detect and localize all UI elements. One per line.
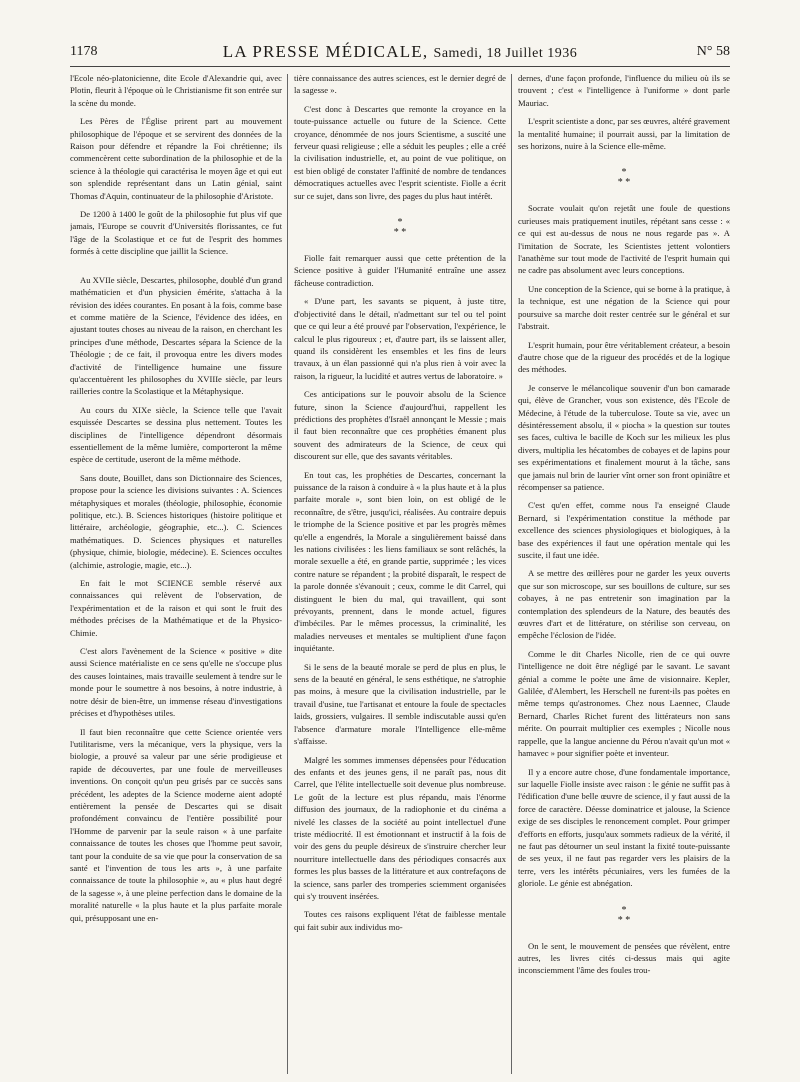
paragraph: Sans doute, Bouillet, dans son Dictionnaire des Sciences, propose pour la science les divisions suivantes : A. Sciences métaphysiques et morales (théologie, philosophie, économie politique, etc.). B. Sciences historiques (histoire politique et littéraire, archéologie, géographie, etc...). C. Sciences mathématiques. D. Sciences physiques et naturelles (physique, chimie, biologie, médecine). E. Sciences occultes (alchimie, astrologie, magie, etc...).	[70, 472, 282, 570]
separator-stars: * *	[393, 227, 407, 239]
separator-stars: * *	[617, 177, 631, 189]
paragraph: l'Ecole néo-platonicienne, dite Ecole d'Alexandrie qui, avec Plotin, fleurit à l'époque où le Christianisme fit son entrée sur la scène du monde.	[70, 73, 282, 108]
journal-title	[70, 42, 730, 62]
column-3	[518, 72, 730, 1076]
column-2	[294, 72, 506, 1076]
paragraph: dernes, d'une façon profonde, l'influence du milieu où ils se trouvent ; c'est « l'intelligence à l'uniforme » dont parle Mauriac.	[518, 73, 730, 108]
journal-name: LA PRESSE MÉDICALE,	[222, 42, 429, 61]
paragraph: Je conserve le mélancolique souvenir d'un bon camarade qui, élève de Grancher, vous son existence, dès l'Ecole de Médecine, à l'étude de la tuberculose. Toute sa vie, avec un désintéressement absolu, il « piocha » la question sur toutes ses faces, cultiva le bacille de Koch sur les milieux les plus divers, multiplia les hécatombes de cobayes et de lapins pour ses expérimentations et finalement mourut à la tâche, sans que jamais nul brin de laurier vînt orner son front opiniâtre et récompenser sa patience.	[518, 382, 730, 492]
paragraph: A se mettre des œillères pour ne garder les yeux ouverts que sur son microscope, sur ses bouillons de culture, sur ses cobayes, à ne pas entretenir son imagination par la contemplation des splendeurs de la Nature, des beautés des œuvres d'art et de littérature, on stérilise son cerveau, on empêche l'éclosion de l'idée.	[518, 568, 730, 641]
paragraph: Une conception de la Science, qui se borne à la pratique, à la technique, est une négation de la Science qui pour poursuive sa marche doit rester centrée sur le général et sur l'abstrait.	[518, 283, 730, 332]
paragraph: En fait le mot SCIENCE semble réservé aux connaissances qui relèvent de l'observation, de l'expérimentation et de la raison et qui sont le fruit des méthodes précises de la Mathématique et de la Physico-Chimie.	[70, 578, 282, 638]
page-number: 1178	[70, 44, 98, 59]
paragraph: Il y a encore autre chose, d'une fondamentale importance, sur laquelle Fiolle insiste avec raison : le génie ne suffit pas à l'édification d'une belle œuvre de science, il y faut aussi de la force de caractère. Déesse dominatrice et jalouse, la Science exige de ses disciples le renoncement complet. Pour grimper d'efforts en efforts, jusqu'aux sommets radieux de la vérité, il ne faut pas détourner un seul instant la fixité toute-puissante de ses yeux, il ne faut pas regarder vers les plaisirs de la terre, vers les intérêts pécuniaires, vers les fumées de la gloriole. Le génie est abnégation.	[518, 766, 730, 889]
section-separator	[294, 218, 506, 238]
paragraph: C'est donc à Descartes que remonte la croyance en la toute-puissance actuelle ou future de la Science. Cette croyance, dénommée de nos jours Scientisme, a suscité une ferveur quasi religieuse ; elle a séduit les peuples ; elle a créé la civilisation industrielle, et, au point de vue politique, on est bien obligé de constater l'affinité de nombre de tendances démocratiques actuelles avec l'esprit scientiste. Fiolle a écrit sur ce sujet, dans son livre, des pages du plus haut intérêt.	[294, 103, 506, 201]
column-divider	[287, 74, 288, 1074]
column-divider	[511, 74, 512, 1074]
paragraph: Comme le dit Charles Nicolle, rien de ce qui ouvre l'intelligence ne doit être négligé par le savant. Le savant génial a comme le poète une âme de visionnaire. Kepler, Galilée, d'Alembert, les Herschell ne furent-ils pas poètes en même temps qu'astronomes. Chez nous Laennec, Claude Bernard, Charles Richet furent des littérateurs non sans mérite. On pourrait multiplier ces exemples ; Nicolle nous rappelle, que la langue ancienne du Pérou n'avait qu'un mot « hamavec » pour signifier poète et inventeur.	[518, 648, 730, 759]
separator-star: *	[621, 167, 627, 179]
section-separator	[518, 906, 730, 926]
paragraph: On le sent, le mouvement de pensées que révèlent, entre autres, les livres cités ci-dessus mais qui agite inconsciemment l'âme des foules trou-	[518, 940, 730, 976]
paragraph: tière connaissance des autres sciences, est le dernier degré de la sagesse ».	[294, 73, 506, 96]
paragraph: Malgré les sommes immenses dépensées pour l'éducation des enfants et des jeunes gens, il ne paraît pas, nous dit Carrel, que l'élite intellectuelle soit devenue plus nombreuse. Le goût de la lecture est plus répandu, mais l'énorme diffusion des journaux, de la radiophonie et du cinéma a nivelé les classes de la société au point intellectuel d'une triste médiocrité. Il est émotionnant et instructif à la fois de voir des gens du peuple désireux de s'instruire chercher leur nourriture intellectuelle dans des périodiques consacrés aux formes les plus basses de la littérature et aux contrefaçons de la science, sans parler des tromperies sciemment organisées qui s'y trouvent insérées.	[294, 754, 506, 901]
article-body	[70, 72, 730, 1076]
separator-star: *	[397, 217, 403, 229]
issue-date: Samedi, 18 Juillet 1936	[433, 46, 578, 61]
paragraph: Toutes ces raisons expliquent l'état de faiblesse mentale qui fait subir aux individus mo-	[294, 909, 506, 932]
paragraph: Fiolle fait remarquer aussi que cette prétention de la Science positive à guider l'Humanité entraîne une assez fâcheuse contradiction.	[294, 253, 506, 288]
paragraph: C'est qu'en effet, comme nous l'a enseigné Claude Bernard, si l'expérimentation constitue la méthode par excellence des sciences physiologiques et biologiques, à la base des expériences il faut une opération mentale qui les suscite, il faut une idée.	[518, 500, 730, 560]
paragraph: « D'une part, les savants se piquent, à juste titre, d'objectivité dans le détail, n'admettant sur tel ou tel point que ce qui leur a été prouvé par l'observation, l'expérience, le calcul le plus rigoureux ; et, d'autre part, ils se laissent aller, quand ils considèrent les ensembles et les fins de leurs travaux, à un élan passionné qui n'a plus rien à voir avec la raison, la rigueur, la lucidité et autres vertus de laboratoire. »	[294, 296, 506, 381]
paragraph: L'esprit scientiste a donc, par ses œuvres, altéré gravement la mentalité humaine; il pourrait aussi, par la limitation de ses horizons, nuire à la Science elle-même.	[518, 116, 730, 152]
section-separator	[518, 168, 730, 188]
paragraph: Il faut bien reconnaître que cette Science orientée vers l'utilitarisme, vers la mécanique, vers la physique, vers la biologie, a prouvé sa valeur par une série prodigieuse et rapide de découvertes, par une foule de merveilleuses inventions. On conçoit qu'un peu grisés par ce succès sans précédent, les adeptes de la Science moderne aient adopté entièrement la pensée de Descartes qui se disait profondément convaincu de l'entière possibilité pour l'Homme de parvenir par la seule raison « à une parfaite connaissance de toutes les choses que l'homme peut savoir, tant pour la conduite de sa vie que pour la conservation de sa santé et l'invention de tous les arts », à une parfaite connaissance de toute la philosophie », au « plus haut degré de la sagesse », à une pleine perfection dans le domaine de la moralité naturelle « la plus haute et la plus parfaite morale qui, présupposant une en-	[70, 726, 282, 923]
paragraph: En tout cas, les prophéties de Descartes, concernant la puissance de la raison à conduire à « la plus haute et à la plus parfaite morale », sont bien loin, on est obligé de le reconnaître, de s'être, jusqu'ici, réalisées. Au contraire depuis le triomphe de la Science positive et par les progrès mêmes qu'elle a engendrés, la Morale a singulièrement baissé dans les nations civilisées : les liens familiaux se sont relâchés, la morale sexuelle a été, en grande partie, supprimée ; les vices contre nature se répandent ; la probité disparaît, le respect de la parole donnée s'évanouit ; ceux, comme le dit Carrel, qui distinguent le bien du mal, qui travaillent, qui sont prévoyants, prennent, dans le monde actuel, figures d'imbéciles. Par le mêmes processus, la criminalité, les maladies nerveuses et mentales se multiplient d'une façon inquiétante.	[294, 469, 506, 654]
paragraph: L'esprit humain, pour être véritablement créateur, a besoin d'autre chose que de la rigueur des procédés et de la logique des méthodes.	[518, 339, 730, 375]
page-header	[70, 40, 730, 67]
separator-stars: * *	[617, 914, 631, 926]
issue-number: N° 58	[696, 44, 730, 59]
paragraph: C'est alors l'avènement de la Science « positive » dite aussi Science matérialiste en ce sens qu'elle ne s'occupe plus des causes lointaines, mais travaille seulement à tendre sur le monde pour le soumettre à nos besoins, à notre industrie, à notre désir de bien-être, un immense réseau d'investigations précises et d'hypothèses utiles.	[70, 646, 282, 719]
paragraph: Les Pères de l'Église prirent part au mouvement philosophique de l'époque et se servirent des données de la Raison pour défendre et répandre la Foi chrétienne; ils commencèrent cette subordination de la philosophie et de la science à la théologie qui caractérisa le moyen âge et qui eut son splendide représentant dans un Latin génial, saint Thomas d'Aquin, continuateur de la philosophie d'Aristote.	[70, 116, 282, 201]
paragraph: Si le sens de la beauté morale se perd de plus en plus, le sens de la beauté en général, le sens esthétique, ne s'atrophie pas moins, à mesure que la civilisation industrielle, par le travail d'usine, tue l'artisanat et entoure la foule de spectacles laids, grossiers, vulgaires. Il semble indiscutable aussi qu'en l'absence d'armature morale l'Intelligence elle-même s'affaisse.	[294, 661, 506, 747]
paragraph: Socrate voulait qu'on rejetât une foule de questions curieuses mais pratiquement inutiles, répétant sans cesse : « ce qui est au-dessus de nous ne nous regarde pas ». A l'imitation de Socrate, les Scientistes jettent volontiers l'anathème sur tout mode de l'activité de l'esprit humain qui ne cadre pas absolument avec leurs conceptions.	[518, 203, 730, 276]
paragraph: Ces anticipations sur le pouvoir absolu de la Science future, sinon la Science d'aujourd'hui, rappellent les prédictions des prophètes d'Israël annonçant le Messie ; mais il faut bien reconnaître que ces prophéties émanent plus souvent des admirateurs de la Science, de ceux qui discourent sur elle, que des savants véritables.	[294, 389, 506, 462]
paragraph: De 1200 à 1400 le goût de la philosophie fut plus vif que jamais, l'Europe se couvrit d'Universités florissantes, ce fut l'âge de la Scolastique et ce fut de l'esprit des hommes formés à cette discipline que jaillit la Science.	[70, 209, 282, 257]
column-1	[70, 72, 282, 1076]
paragraph: Au XVIIe siècle, Descartes, philosophe, doublé d'un grand mathématicien et d'un physicien émérite, s'attacha à la révision des idées courantes. En posant à la fois, comme base et comme matière de la Science, l'évidence des idées, en ajustant toutes choses au niveau de la raison, en cherchant les principes d'une méthode, Descartes sépara la Science de la Théologie ; de ce fait, il provoqua entre les divers modes d'activité de l'intelligence humaine une fissure qu'accentuèrent les philosophes du XVIIIe siècle, par leurs railleries contre la Scolastique et la Métaphysique.	[70, 274, 282, 397]
paragraph: Au cours du XIXe siècle, la Science telle que l'avait esquissée Descartes se dessina plus nettement. Toutes les disciplines de l'intelligence dépendront désormais essentiellement de la même lumière, comporteront la même espèce de certitude, useront de la même méthode.	[70, 404, 282, 465]
separator-star: *	[621, 904, 627, 916]
